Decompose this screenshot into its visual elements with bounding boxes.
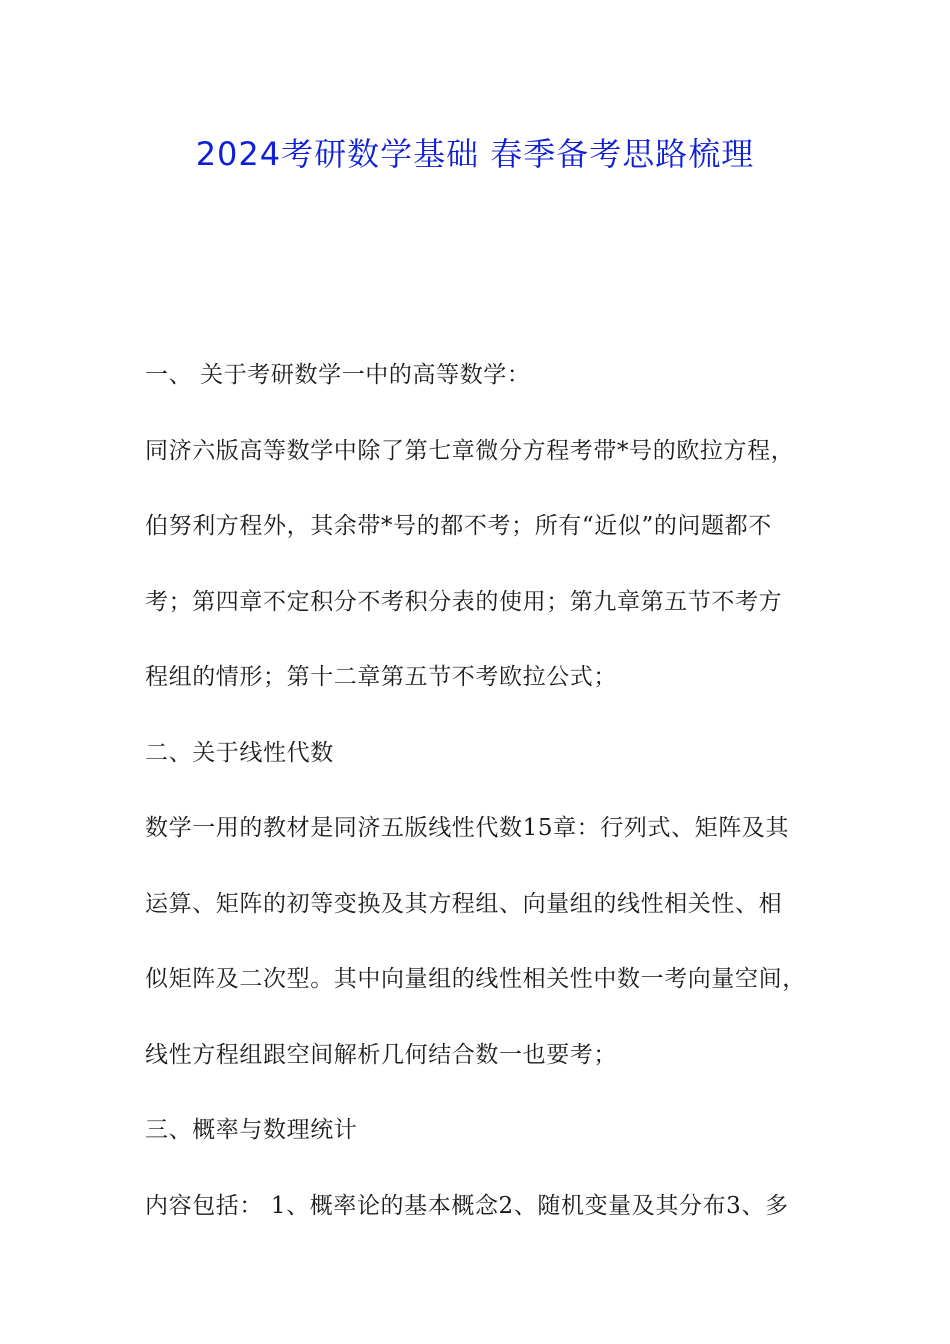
paragraph-line: 伯努利方程外，其余带*号的都不考；所有“近似”的问题都不 xyxy=(145,513,772,539)
paragraph-line: 同济六版高等数学中除了第七章微分方程考带*号的欧拉方程， xyxy=(145,437,795,464)
paragraph-line: 程组的情形；第十二章第五节不考欧拉公式； xyxy=(145,664,617,690)
paragraph-line: 线性方程组跟空间解析几何结合数一也要考； xyxy=(145,1041,617,1068)
document-title: 2024考研数学基础 春季备考思路梳理 xyxy=(195,135,755,173)
section-heading-advanced-math: 一、 关于考研数学一中的高等数学： xyxy=(145,362,531,388)
document-body xyxy=(145,338,815,1244)
paragraph-line: 内容包括： 1、概率论的基本概念2、随机变量及其分布3、多 xyxy=(145,1192,789,1219)
paragraph-line: 运算、矩阵的初等变换及其方程组、向量组的线性相关性、相 xyxy=(145,890,783,917)
section-heading-probability: 三、概率与数理统计 xyxy=(145,1117,358,1143)
paragraph-line: 数学一用的教材是同济五版线性代数15章：行列式、矩阵及其 xyxy=(145,815,790,841)
section-heading-linear-algebra: 二、关于线性代数 xyxy=(145,739,334,766)
paragraph-line: 考；第四章不定积分不考积分表的使用；第九章第五节不考方 xyxy=(145,588,783,615)
paragraph-line: 似矩阵及二次型。其中向量组的线性相关性中数一考向量空间， xyxy=(145,966,806,992)
